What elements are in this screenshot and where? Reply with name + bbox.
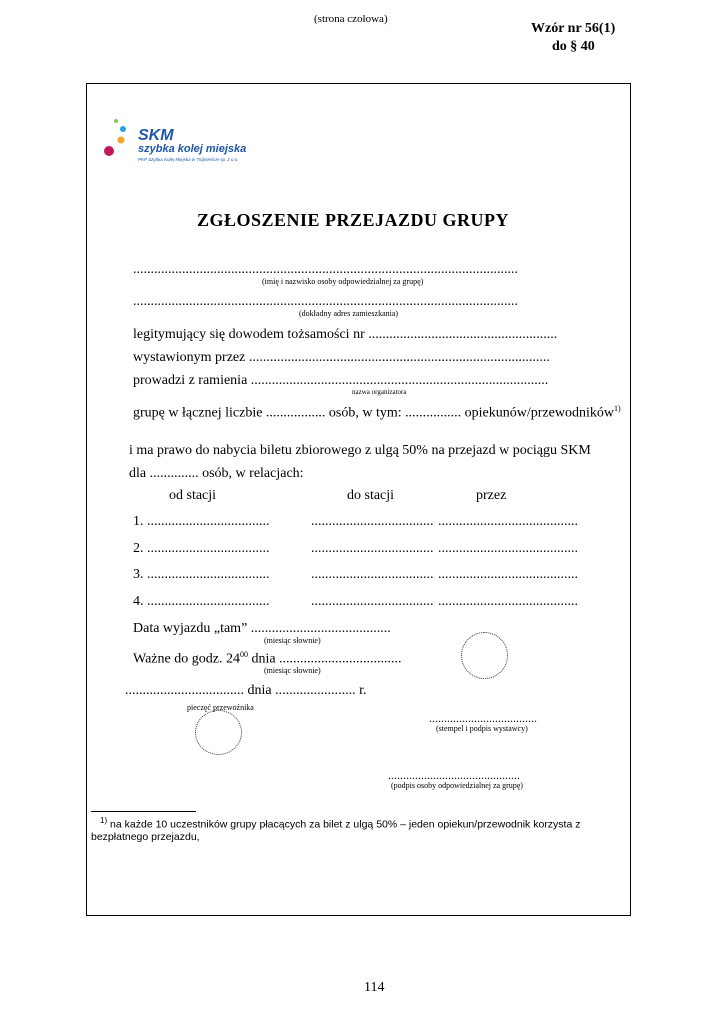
issuer-caption: (stempel i podpis wystawcy) [436, 724, 528, 733]
relation-row-3-via[interactable]: ........................................ [438, 567, 578, 582]
footnote-text-1: na każde 10 uczestników grupy płacących za bilet z ulgą 50% – jeden opiekun/przewodnik korzysta z [107, 818, 581, 831]
relation-row-1-via[interactable]: ........................................ [438, 514, 578, 529]
address-field[interactable]: .............................................................................................................. [133, 294, 518, 309]
issued-by-field[interactable]: wystawionym przez ...................................................................................... [133, 350, 550, 365]
group-size-field[interactable] [133, 404, 621, 422]
relation-row-2-to[interactable]: ................................... [311, 541, 434, 556]
on-behalf-field[interactable]: prowadzi z ramienia ..................................................................................... [133, 373, 549, 388]
entitlement-line: i ma prawo do nabycia biletu zbiorowego z ulgą 50% na przejazd w pociągu SKM [129, 443, 591, 458]
date-place-field[interactable]: .................................. dnia ....................... r. [125, 683, 367, 698]
front-page-label: (strona czołowa) [314, 13, 388, 25]
header-via: przez [476, 488, 507, 503]
address-caption: (dokładny adres zamieszkania) [299, 309, 399, 318]
logo-company: PKP Szybka Kolej Miejska w Trójmieście sp. z o.o. [138, 157, 239, 162]
footnote-separator [91, 811, 196, 812]
relation-row-2-from[interactable]: 2. ................................... [133, 541, 270, 556]
id-document-field[interactable]: legitymujący się dowodem tożsamości nr ...................................................... [133, 327, 558, 342]
carrier-stamp-circle [195, 710, 242, 755]
logo-brand: SKM [138, 127, 174, 144]
relation-row-2-via[interactable]: ........................................ [438, 541, 578, 556]
relation-row-4-via[interactable]: ........................................ [438, 594, 578, 609]
footnote-line-2: bezpłatnego przejazdu, [91, 831, 200, 843]
skm-logo [100, 118, 290, 168]
valid-until-field[interactable] [133, 650, 402, 668]
logo-dots-icon [100, 118, 140, 160]
carrier-stamp-label: pieczęć przewoźnika [187, 703, 254, 712]
group-size-text: grupę w łącznej liczbie ................. osób, w tym: ................ opiekunów/przewodników [133, 405, 614, 421]
departure-caption: (miesiąc słownie) [264, 636, 321, 645]
name-caption: (imię i nazwisko osoby odpowiedzialnej za grupę) [262, 277, 424, 286]
name-field[interactable]: .............................................................................................................. [133, 262, 518, 277]
footnote-line-1 [100, 816, 580, 831]
logo-name: szybka kolej miejska [138, 143, 247, 155]
form-title: ZGŁOSZENIE PRZEJAZDU GRUPY [197, 210, 510, 230]
form-number: Wzór nr 56(1) [531, 21, 616, 36]
relation-row-4-to[interactable]: ................................... [311, 594, 434, 609]
page-number: 114 [364, 980, 385, 995]
issuer-signature-line[interactable]: .................................... [429, 711, 537, 725]
relation-row-1-from[interactable]: 1. ................................... [133, 514, 270, 529]
responsible-caption: (podpis osoby odpowiedzialnej za grupę) [391, 781, 523, 790]
relation-row-4-from[interactable]: 4. ................................... [133, 594, 270, 609]
relation-row-3-from[interactable]: 3. ................................... [133, 567, 270, 582]
header-to-station: do stacji [347, 488, 395, 503]
responsible-signature-line[interactable]: ............................................ [388, 768, 520, 782]
issuer-stamp-circle [461, 632, 508, 679]
footnote-reference: 1) [613, 404, 621, 413]
footnote-mark: 1) [100, 816, 108, 825]
valid-caption: (miesiąc słownie) [264, 666, 321, 675]
valid-hour-superscript: 00 [239, 650, 248, 659]
header-from-station: od stacji [169, 488, 217, 503]
relation-row-1-to[interactable]: ................................... [311, 514, 434, 529]
relation-row-3-to[interactable]: ................................... [311, 567, 434, 582]
organizer-caption: nazwa organizatora [352, 388, 407, 396]
paragraph-reference: do § 40 [552, 39, 595, 54]
persons-count-field[interactable]: dla .............. osób, w relacjach: [129, 466, 304, 481]
departure-date-field[interactable]: Data wyjazdu „tam” ........................................ [133, 621, 391, 636]
valid-date-dots: dnia ................................... [247, 651, 402, 667]
valid-until-label: Ważne do godz. 24 [133, 651, 240, 667]
